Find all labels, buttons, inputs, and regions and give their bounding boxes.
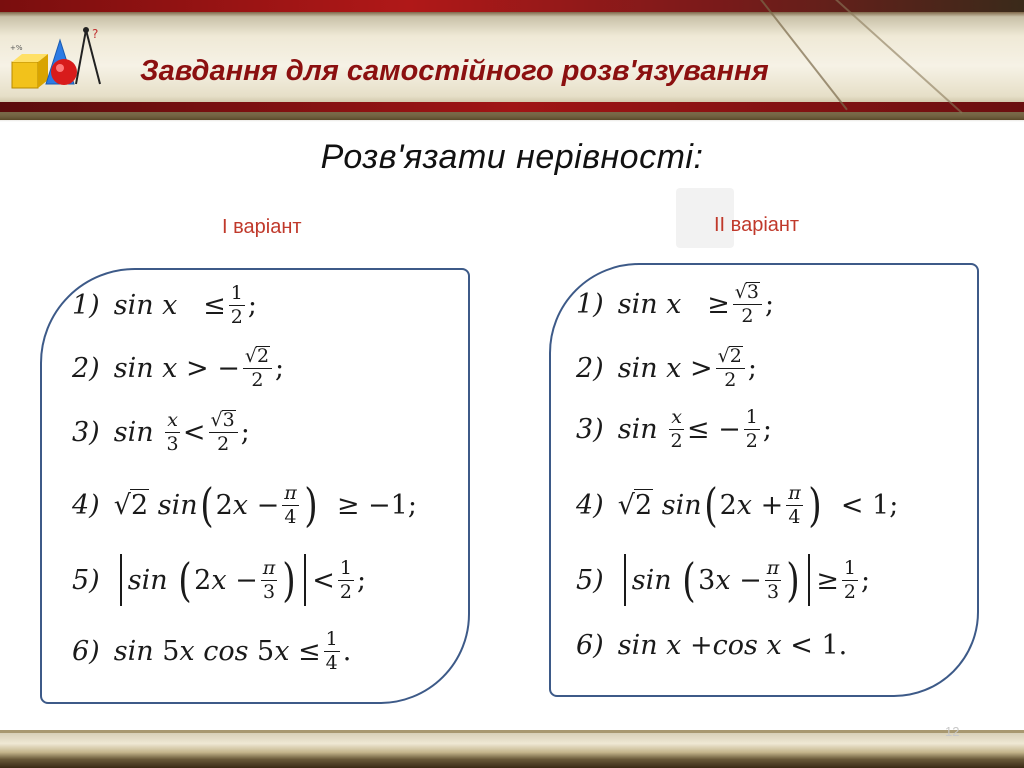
math-logo-icon (8, 22, 108, 97)
page-number: 12 (945, 724, 960, 739)
v1-item-5: 5) sin ( 2 x − $\frac{\pi}{3}$ ) < $\frac{1}{2}$ ; (72, 553, 367, 607)
v2-item-3: 3) sin $\frac{x}{2}$ ≤ − $\frac{1}{2}$ ; (576, 406, 772, 452)
v2-item-4: 4) √ 2 sin ( 2 x + $\frac{\pi}{4}$ ) < 1; (576, 478, 899, 532)
v1-item-1: 1) sin x ≤ $\frac{1}{2}$ ; (72, 282, 257, 328)
v1-item-4: 4) √ 2 sin ( 2 x − $\frac{\pi}{4}$ ) ≥ −1; (72, 478, 417, 532)
v2-item-5: 5) sin ( 3 x − $\frac{\pi}{3}$ ) ≥ $\frac{1}{2}$ ; (576, 553, 871, 607)
variant-1-label: І варіант (222, 216, 302, 238)
svg-text:+%: +% (10, 44, 23, 52)
v1-item-3: 3) sin $\frac{x}{3}$ < $\frac{√3}{2}$ ; (72, 408, 250, 455)
v2-item-6: 6) sin x + cos x < 1. (576, 630, 848, 661)
variant-2-label: ІІ варіант (714, 214, 800, 236)
v2-item-1: 1) sin x ≥ $\frac{√3}{2}$ ; (576, 281, 775, 327)
svg-text:?: ? (92, 27, 99, 41)
header-top-stripe (0, 0, 1024, 12)
v1-item-6: 6) sin 5 x cos 5 x ≤ $\frac{1}{4}$ . (72, 628, 352, 674)
page-title: Завдання для самостійного розв'язування (140, 55, 769, 87)
header-shadow (0, 112, 1024, 122)
v1-item-2: 2) sin x > − $\frac{√2}{2}$ ; (72, 345, 285, 391)
v2-item-2: 2) sin x > $\frac{√2}{2}$ ; (576, 345, 757, 391)
task-subtitle: Розв'язати нерівності: (320, 138, 704, 176)
footer-bar (0, 733, 1024, 768)
header-bottom-stripe (0, 102, 1024, 112)
